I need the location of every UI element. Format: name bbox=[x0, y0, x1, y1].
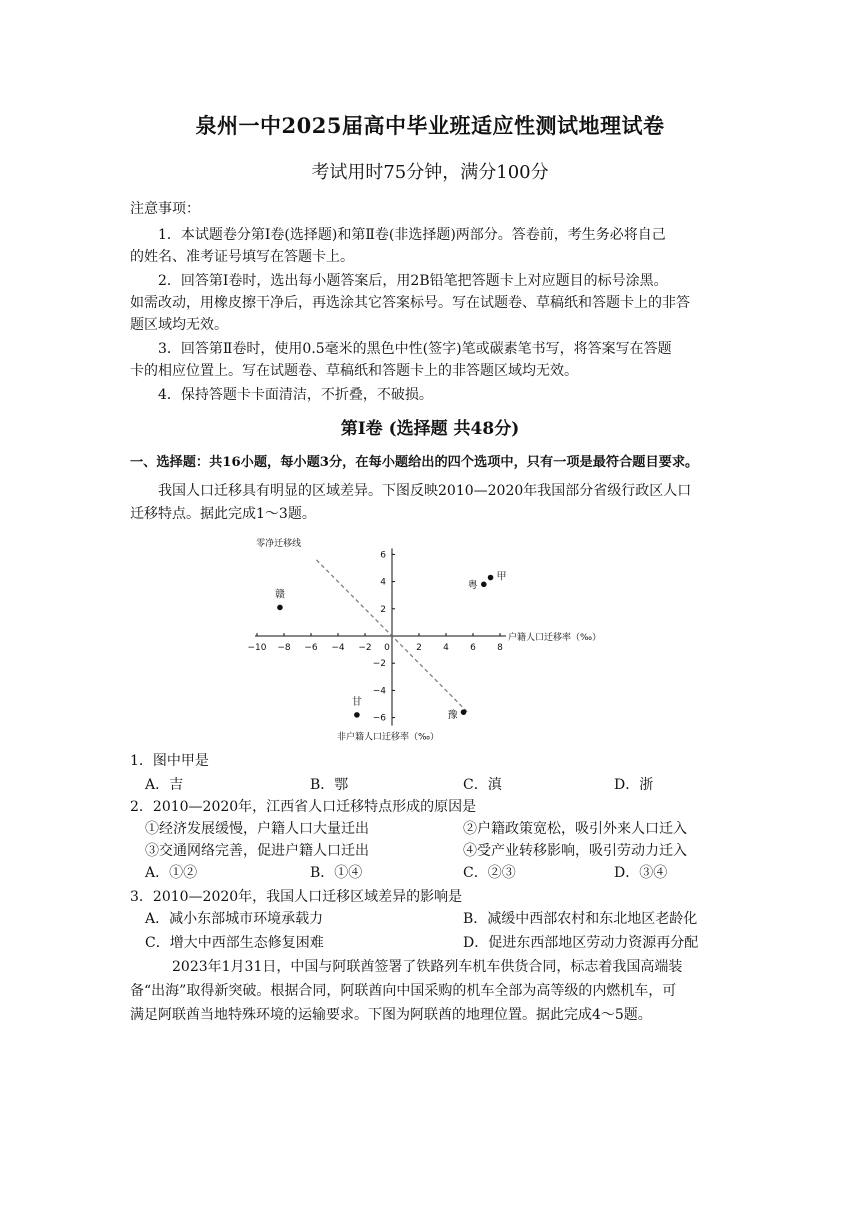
x-tick-label: 6 bbox=[470, 643, 476, 653]
y-tick-label: −4 bbox=[372, 686, 386, 697]
y-axis-label: 非户籍人口迁移率（‰） bbox=[336, 732, 440, 743]
q2-option-a: A．①② bbox=[145, 865, 198, 881]
notice-line-3: 2．回答第Ⅰ卷时，选出每小题答案后，用2B铅笔把答题卡上对应题目的标号涂黑。 bbox=[158, 273, 668, 289]
q1-option-d: D．浙 bbox=[614, 777, 654, 793]
q2-option-b: B．①④ bbox=[310, 865, 363, 881]
passage2-line-1: 2023年1月31日，中国与阿联酋签署了铁路列车机车供货合同，标志着我国高端装 bbox=[172, 959, 683, 975]
q3-option-b: B．减缓中西部农村和东北地区老龄化 bbox=[463, 911, 698, 927]
q3-option-a: A．减小东部城市环境承载力 bbox=[145, 911, 324, 927]
migration-scatter-chart bbox=[240, 534, 602, 744]
point-label: 豫 bbox=[447, 710, 458, 722]
q1-option-b: B．鄂 bbox=[310, 777, 349, 793]
x-tick-label: 4 bbox=[443, 643, 449, 653]
section-title: 第Ⅰ卷 (选择题 共48分) bbox=[340, 419, 520, 439]
x-tick-label: 2 bbox=[416, 643, 422, 653]
q2-option-d: D．③④ bbox=[614, 865, 668, 881]
q1-stem: 1．图中甲是 bbox=[130, 753, 209, 769]
passage2-line-2: 备“出海”取得新突破。根据合同，阿联酋向中国采购的机车全部为高等级的内燃机车，可 bbox=[130, 983, 677, 999]
section-instruction: 一、选择题：共16小题，每小题3分，在每小题给出的四个选项中，只有一项是最符合题目要求。 bbox=[130, 455, 699, 470]
data-point bbox=[277, 605, 283, 611]
q2-choice-4: ④受产业转移影响，吸引劳动力迁入 bbox=[463, 843, 687, 859]
q1-option-c: C．滇 bbox=[463, 777, 502, 793]
x-axis-label: 户籍人口迁移率（‰） bbox=[508, 633, 602, 643]
x-tick-label: 0 bbox=[384, 643, 390, 653]
y-tick-label: 4 bbox=[380, 577, 386, 588]
q2-option-c: C．②③ bbox=[463, 865, 516, 881]
notice-line-1: 1．本试题卷分第Ⅰ卷(选择题)和第Ⅱ卷(非选择题)两部分。答卷前，考生务必将自己 bbox=[158, 227, 666, 243]
point-label: 赣 bbox=[274, 589, 285, 601]
q3-option-c: C．增大中西部生态修复困难 bbox=[145, 935, 324, 951]
passage2-line-3: 满足阿联酋当地特殊环境的运输要求。下图为阿联酋的地理位置。据此完成4～5题。 bbox=[130, 1007, 652, 1023]
page-title: 泉州一中2025届高中毕业班适应性测试地理试卷 bbox=[195, 113, 665, 138]
notice-line-6: 3．回答第Ⅱ卷时，使用0.5毫米的黑色中性(签字)笔或碳素笔书写，将答案写在答题 bbox=[158, 341, 672, 357]
data-point bbox=[354, 712, 360, 718]
y-tick-label: −2 bbox=[372, 659, 386, 670]
x-tick-label: −10 bbox=[247, 643, 267, 653]
notice-line-2: 的姓名、准考证号填写在答题卡上。 bbox=[130, 249, 354, 265]
q1-option-a: A．吉 bbox=[145, 777, 184, 793]
point-label: 粤 bbox=[467, 580, 478, 592]
x-tick-label: −8 bbox=[277, 643, 291, 653]
q2-stem: 2．2010—2020年，江西省人口迁移特点形成的原因是 bbox=[130, 799, 477, 815]
q3-stem: 3．2010—2020年，我国人口迁移区域差异的影响是 bbox=[130, 889, 463, 905]
y-tick-label: −6 bbox=[372, 713, 386, 724]
data-point bbox=[461, 709, 467, 715]
x-tick-label: −4 bbox=[331, 643, 345, 653]
intro-line-2: 迁移特点。据此完成1～3题。 bbox=[130, 506, 316, 522]
point-label: 甲 bbox=[496, 571, 507, 583]
q2-choice-2: ②户籍政策宽松，吸引外来人口迁入 bbox=[463, 821, 687, 837]
x-tick-label: 8 bbox=[497, 643, 503, 653]
x-tick-label: −2 bbox=[358, 643, 372, 653]
notice-line-5: 题区域均无效。 bbox=[130, 317, 228, 333]
q2-choice-3: ③交通网络完善，促进户籍人口迁出 bbox=[145, 843, 369, 859]
zero-net-migration-label: 零净迁移线 bbox=[256, 539, 302, 550]
page-subtitle: 考试用时75分钟，满分100分 bbox=[311, 162, 549, 183]
intro-line-1: 我国人口迁移具有明显的区域差异。下图反映2010—2020年我国部分省级行政区人口 bbox=[158, 483, 692, 499]
notice-line-8: 4．保持答题卡卡面清洁，不折叠，不破损。 bbox=[158, 387, 433, 403]
q3-option-d: D．促进东西部地区劳动力资源再分配 bbox=[463, 935, 699, 951]
y-tick-label: 6 bbox=[380, 550, 386, 561]
notice-line-7: 卡的相应位置上。写在试题卷、草稿纸和答题卡上的非答题区域均无效。 bbox=[130, 363, 578, 379]
notice-heading: 注意事项： bbox=[130, 201, 200, 217]
x-tick-label: −6 bbox=[304, 643, 318, 653]
point-label: 甘 bbox=[351, 696, 362, 708]
y-tick-label: 2 bbox=[380, 604, 386, 615]
data-point bbox=[488, 575, 494, 581]
q2-choice-1: ①经济发展缓慢，户籍人口大量迁出 bbox=[145, 821, 369, 837]
data-point bbox=[481, 582, 487, 588]
notice-line-4: 如需改动，用橡皮擦干净后，再选涂其它答案标号。写在试题卷、草稿纸和答题卡上的非答 bbox=[130, 295, 690, 311]
